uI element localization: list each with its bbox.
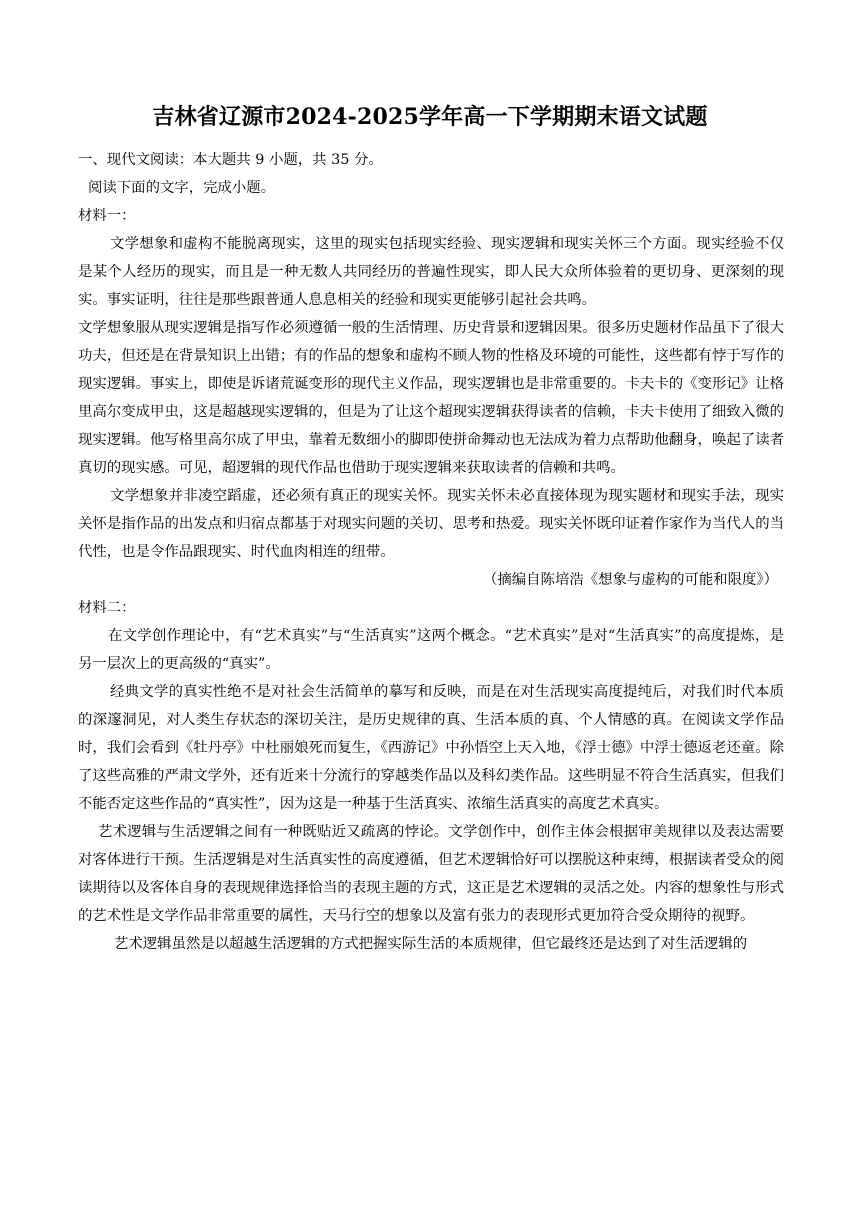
page-title: 吉林省辽源市2024-2025学年高一下学期期末语文试题 — [152, 104, 708, 130]
material2-paragraph: 经典文学的真实性绝不是对社会生活简单的摹写和反映，而是在对生活现实高度提纯后，对我们时代本质的深邃洞见，对人类生存状态的深切关注，是历史规律的真、生活本质的真、个人情感的真。在阅读文学作品时，我们会看到《牡丹亭》中杜丽娘死而复生，《西游记》中孙悟空上天入地，《浮士德》中浮士德返老还童。除了这些高雅的严肃文学外，还有近来十分流行的穿越类作品以及科幻类作品。这些明显不符合生活真实，但我们不能否定这些作品的“真实性”，因为这是一种基于生活真实、浓缩生活真实的高度艺术真实。 — [78, 684, 784, 812]
material1-paragraph: 文学想象并非凌空蹈虚，还必须有真正的现实关怀。现实关怀未必直接体现为现实题材和现实手法，现实关怀是指作品的出发点和归宿点都基于对现实问题的关切、思考和热爱。现实关怀既印证着作家作为当代人的当代性，也是令作品跟现实、时代血肉相连的纽带。 — [78, 488, 784, 560]
reading-content — [78, 146, 784, 958]
instruction-text: 阅读下面的文字，完成小题。 — [88, 180, 276, 196]
material1-paragraph: 文学想象服从现实逻辑是指写作必须遵循一般的生活情理、历史背景和逻辑因果。很多历史题材作品虽下了很大功夫，但还是在背景知识上出错；有的作品的想象和虚构不顾人物的性格及环境的可能性，这些都有悖于写作的现实逻辑。事实上，即使是诉诸荒诞变形的现代主义作品，现实逻辑也是非常重要的。卡夫卡的《变形记》让格里高尔变成甲虫，这是超越现实逻辑的，但是为了让这个超现实逻辑获得读者的信赖，卡夫卡使用了细致入微的现实逻辑。他写格里高尔成了甲虫，靠着无数细小的脚即使拼命舞动也无法成为着力点帮助他翻身，唤起了读者真切的现实感。可见，超逻辑的现代作品也借助于现实逻辑来获取读者的信赖和共鸣。 — [78, 320, 784, 476]
material2-paragraph: 在文学创作理论中，有“艺术真实”与“生活真实”这两个概念。“艺术真实”是对“生活真实”的高度提炼，是另一层次上的更高级的“真实”。 — [78, 628, 784, 672]
material1-paragraph: 文学想象和虚构不能脱离现实，这里的现实包括现实经验、现实逻辑和现实关怀三个方面。现实经验不仅是某个人经历的现实，而且是一种无数人共同经历的普遍性现实，即人民大众所体验着的更切身、更深刻的现实。事实证明，往往是那些跟普通人息息相关的经验和现实更能够引起社会共鸣。 — [78, 236, 784, 308]
material2-label: 材料二： — [78, 600, 136, 616]
material1-source: （摘编自陈培浩《想象与虚构的可能和限度》） — [482, 572, 778, 588]
material1-label: 材料一： — [78, 208, 136, 224]
material2-paragraph: 艺术逻辑虽然是以超越生活逻辑的方式把握实际生活的本质规律，但它最终还是达到了对生活逻辑的 — [114, 936, 748, 952]
material2-paragraph: 艺术逻辑与生活逻辑之间有一种既贴近又疏离的悖论。文学创作中，创作主体会根据审美规律以及表达需要对客体进行干预。生活逻辑是对生活真实性的高度遵循，但艺术逻辑恰好可以摆脱这种束缚，根据读者受众的阅读期待以及客体自身的表现规律选择恰当的表现主题的方式，这正是艺术逻辑的灵活之处。内容的想象性与形式的艺术性是文学作品非常重要的属性，天马行空的想象以及富有张力的表现形式更加符合受众期待的视野。 — [78, 824, 784, 924]
section-header: 一、现代文阅读：本大题共 9 小题，共 35 分。 — [78, 152, 383, 168]
